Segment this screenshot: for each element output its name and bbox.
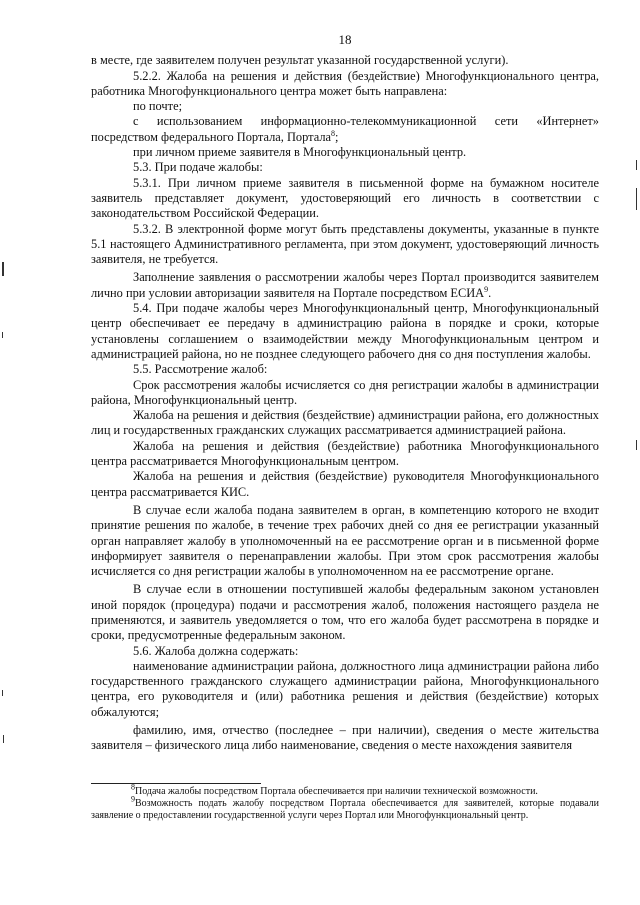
scan-mark [636, 188, 637, 210]
footnote [91, 794, 599, 822]
footnote-ref[interactable]: 9 [484, 284, 489, 294]
paragraph: В случае если в отношении поступившей жалобы федеральным законом установлен иной порядок (процедура) подачи и рассмотрения жалоб, положения настоящего раздела не применяются, и заявитель уведомляется о том, что его жалоба будет рассмотрена в порядке и сроки, предусмотренные федеральным законом. [91, 582, 599, 643]
paragraph: 5.2.2. Жалоба на решения и действия (бездействие) Многофункционального центра, работника Многофункционального центра может быть направлена: [91, 68, 599, 98]
scan-mark [2, 690, 3, 696]
document-page [91, 32, 599, 822]
footnote-ref[interactable]: 8 [331, 128, 336, 138]
paragraph-tail: ; [335, 129, 339, 144]
page-number: 18 [338, 32, 352, 47]
footnote-mark: 9 [131, 794, 135, 804]
paragraph: 5.3.2. В электронной форме могут быть представлены документы, указанные в пункте 5.1 настоящего Административного регламента, при этом документ, удостоверяющий личность заявителя, не требуется. [91, 221, 599, 267]
paragraph: В случае если жалоба подана заявителем в орган, в компетенцию которого не входит принятие решения по жалобе, в течение трех рабочих дней со дня ее регистрации указанный орган направляет жалобу в уполномоченный на ее рассмотрение орган и в письменной форме информирует заявителя о перенаправлении жалобы. При этом срок рассмотрения жалобы исчисляется со дня регистрации жалобы в уполномоченном на ее рассмотрение органе. [91, 502, 599, 579]
scan-mark [2, 332, 3, 338]
paragraph: Срок рассмотрения жалобы исчисляется со дня регистрации жалобы в администрации района, Многофункциональный центр. [91, 377, 599, 407]
paragraph: 5.4. При подаче жалобы через Многофункциональный центр, Многофункциональный центр обеспечивает ее передачу в администрацию района в порядке и сроки, которые установлены соглашением о взаимодействии между Многофункциональным центром и администрацией района, но не позднее следующего рабочего дня со дня поступления жалобы. [91, 301, 599, 361]
paragraph: при личном приеме заявителя в Многофункциональный центр. [133, 145, 467, 160]
scan-mark [3, 735, 4, 743]
paragraph-text: Заполнение заявления о рассмотрении жалобы через Портал производится заявителем лично при условии авторизации заявителя на Портале посредством ЕСИА [91, 270, 599, 300]
footnote-text: Возможность подать жалобу посредством Портала обеспечивается для заявителей, которые подавали заявление о предоставлении государственной услуги через Портал или Многофункциональный центр. [91, 797, 599, 822]
footnote [91, 782, 599, 798]
scan-mark [636, 160, 637, 170]
paragraph: 5.6. Жалоба должна содержать: [133, 643, 299, 658]
paragraph [91, 114, 599, 145]
footnote-mark: 8 [131, 782, 135, 792]
scan-mark [2, 262, 4, 276]
paragraph: Жалоба на решения и действия (бездействие) администрации района, его должностных лиц и государственных гражданских служащих рассматривается администрацией района. [91, 408, 599, 438]
paragraph-text: с использованием информационно-телекоммуникационной сети «Интернет» посредством федерального Портала, Портала [91, 114, 599, 144]
footnote-divider [91, 783, 261, 784]
paragraph: в месте, где заявителем получен результат указанной государственной услуги). [91, 53, 509, 68]
paragraph: 5.5. Рассмотрение жалоб: [133, 362, 268, 377]
paragraph: по почте; [133, 99, 183, 114]
paragraph [91, 270, 599, 301]
paragraph: Жалоба на решения и действия (бездействие) работника Многофункционального центра рассматривается Многофункциональным центром. [91, 438, 599, 469]
footnote-text: Подача жалобы посредством Портала обеспечивается при наличии технической возможности. [135, 785, 538, 797]
scan-mark [636, 440, 637, 450]
paragraph: наименование администрации района, должностного лица администрации района либо государственного гражданского служащего администрации района, Многофункционального центра, его руководителя и (или) работника решения и действия (бездействие) которых обжалуются; [91, 658, 599, 719]
paragraph: Жалоба на решения и действия (бездействие) руководителя Многофункционального центра рассматривается КИС. [91, 469, 599, 499]
paragraph-tail: . [488, 285, 492, 300]
paragraph: 5.3.1. При личном приеме заявителя в письменной форме на бумажном носителе заявитель представляет документ, удостоверяющий его личность в соответствии с законодательством Российской Федерации. [91, 175, 599, 221]
paragraph: 5.3. При подаче жалобы: [133, 160, 263, 175]
paragraph: фамилию, имя, отчество (последнее – при наличии), сведения о месте жительства заявителя – физического лица либо наименование, сведения о месте нахождения заявителя [91, 723, 599, 753]
